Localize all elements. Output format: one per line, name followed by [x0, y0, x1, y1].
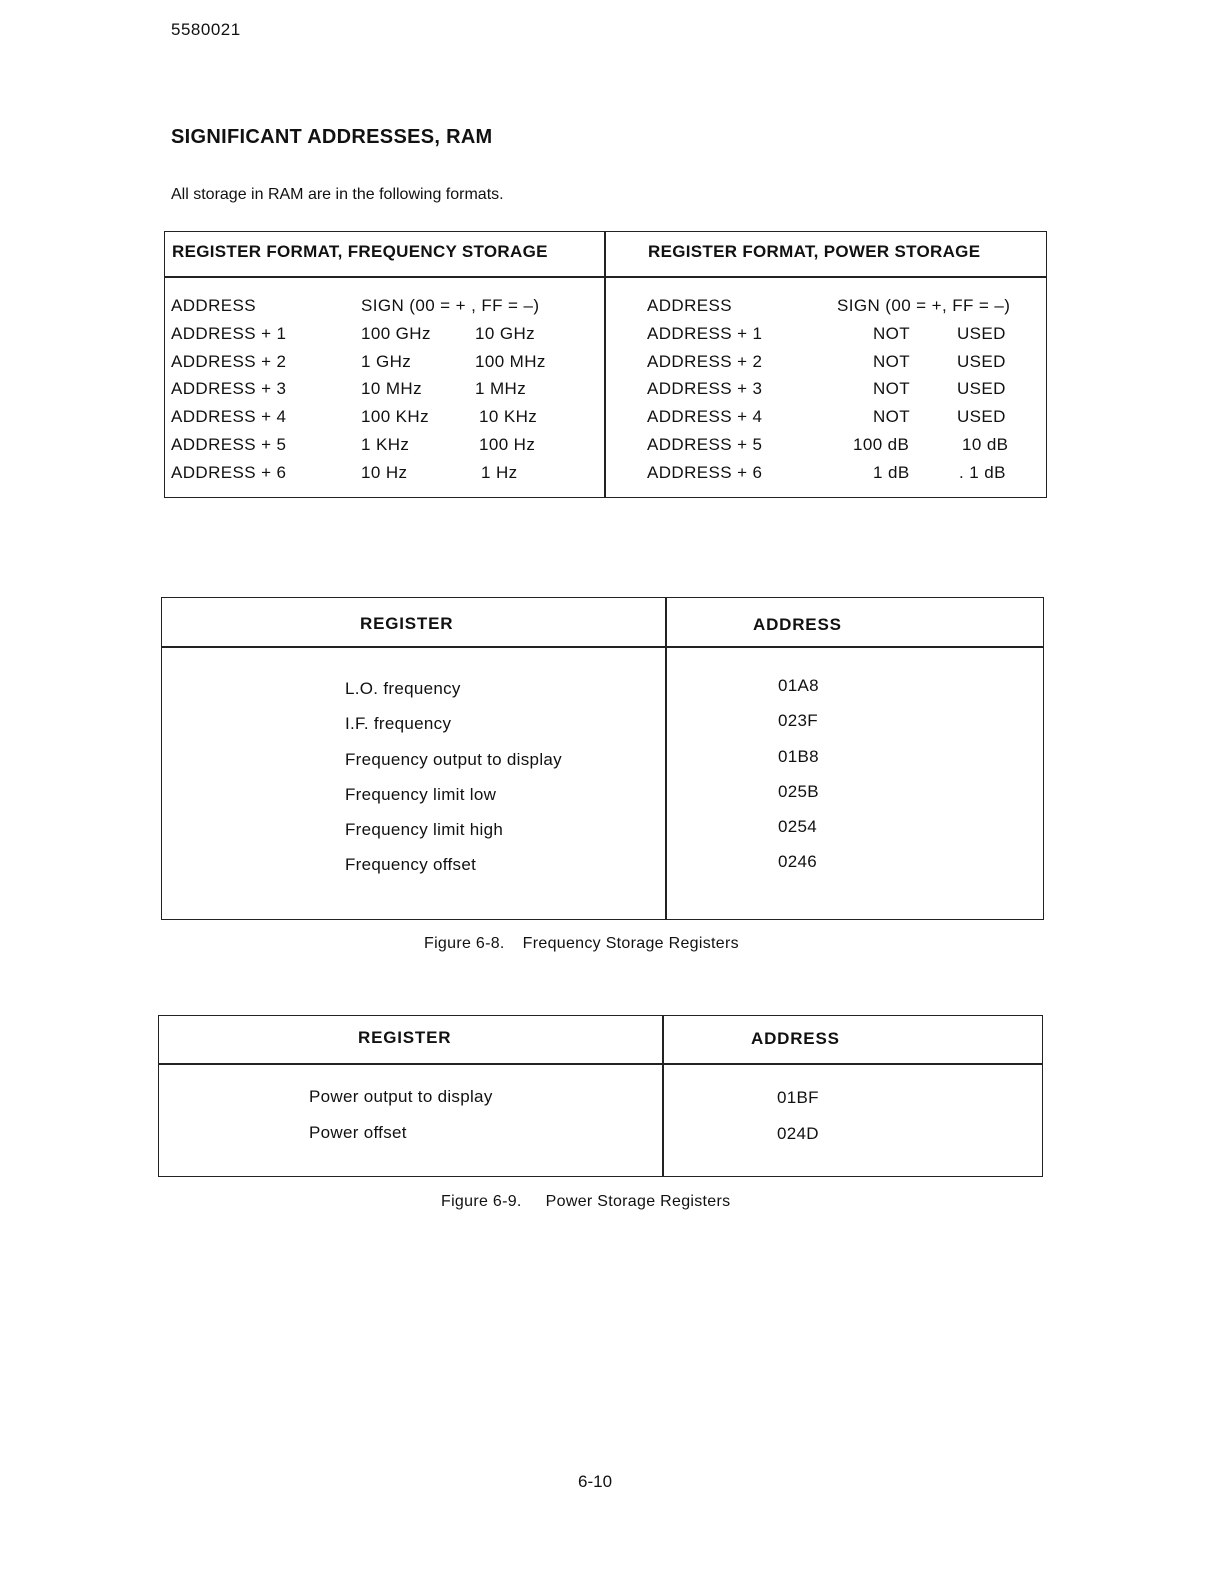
format-row: ADDRESS + 5 100 dB 10 dB — [647, 434, 1009, 454]
register-name: Frequency offset — [345, 855, 477, 875]
register-name-list — [345, 679, 562, 891]
header-rule — [165, 276, 1046, 278]
register-address: 0246 — [778, 852, 818, 872]
address-column-header: ADDRESS — [751, 1029, 840, 1048]
format-row: ADDRESS + 6 10 Hz 1 Hz — [171, 462, 518, 482]
frequency-registers-table — [161, 597, 1044, 920]
figure-caption-6-9 — [441, 1193, 730, 1211]
format-row: ADDRESS SIGN (00 = +, FF = –) — [647, 296, 1011, 315]
header-rule — [159, 1063, 1042, 1065]
register-address: 01B8 — [778, 746, 819, 766]
intro-text: All storage in RAM are in the following formats. — [171, 186, 504, 203]
caption-title: Frequency Storage Registers — [522, 935, 739, 952]
register-name: Power output to display — [309, 1087, 493, 1106]
format-row: ADDRESS + 4 NOT USED — [647, 407, 1006, 427]
caption-label: Figure 6-8. — [424, 935, 505, 952]
register-name: Frequency output to display — [345, 749, 562, 769]
format-row: ADDRESS + 4 100 KHz 10 KHz — [171, 407, 538, 427]
register-name: Power offset — [309, 1122, 407, 1142]
format-row: ADDRESS + 6 1 dB . 1 dB — [647, 462, 1006, 482]
power-format-rows — [647, 296, 1042, 491]
frequency-format-rows — [171, 296, 601, 491]
format-row: ADDRESS + 3 10 MHz 1 MHz — [171, 379, 527, 399]
address-column-header: ADDRESS — [753, 615, 842, 634]
register-name-list — [309, 1087, 493, 1158]
register-column-header: REGISTER — [358, 1028, 452, 1047]
register-address: 0254 — [778, 817, 818, 837]
register-address: 023F — [778, 711, 818, 731]
caption-label: Figure 6-9. — [441, 1193, 522, 1210]
section-title: SIGNIFICANT ADDRESSES, RAM — [171, 126, 493, 148]
format-row: ADDRESS + 1 100 GHz 10 GHz — [171, 323, 536, 343]
format-row: ADDRESS + 1 NOT USED — [647, 323, 1006, 343]
page-number: 6-10 — [578, 1472, 613, 1491]
register-format-table — [164, 231, 1047, 498]
caption-title: Power Storage Registers — [545, 1193, 731, 1210]
register-address: 01BF — [777, 1088, 819, 1107]
column-divider — [604, 232, 606, 497]
register-name: Frequency limit low — [345, 784, 497, 804]
register-name: I.F. frequency — [345, 714, 452, 734]
frequency-format-title: REGISTER FORMAT, FREQUENCY STORAGE — [172, 242, 548, 261]
header-rule — [162, 646, 1043, 648]
format-row: ADDRESS + 2 NOT USED — [647, 351, 1006, 371]
register-address: 025B — [778, 781, 819, 801]
format-row: ADDRESS + 5 1 KHz 100 Hz — [171, 434, 536, 454]
format-row: ADDRESS + 3 NOT USED — [647, 379, 1006, 399]
register-address: 01A8 — [778, 676, 819, 695]
register-name: Frequency limit high — [345, 820, 504, 840]
column-divider — [662, 1016, 664, 1176]
register-address: 024D — [777, 1123, 819, 1143]
power-registers-table — [158, 1015, 1043, 1177]
register-address-list — [777, 1088, 819, 1159]
format-row: ADDRESS SIGN (00 = + , FF = –) — [171, 296, 540, 315]
figure-caption-6-8 — [424, 935, 739, 953]
format-row: ADDRESS + 2 1 GHz 100 MHz — [171, 351, 546, 371]
document-number: 5580021 — [171, 20, 241, 39]
register-address-list — [778, 676, 819, 888]
power-format-title: REGISTER FORMAT, POWER STORAGE — [648, 242, 981, 261]
register-column-header: REGISTER — [360, 614, 454, 633]
register-name: L.O. frequency — [345, 679, 461, 698]
